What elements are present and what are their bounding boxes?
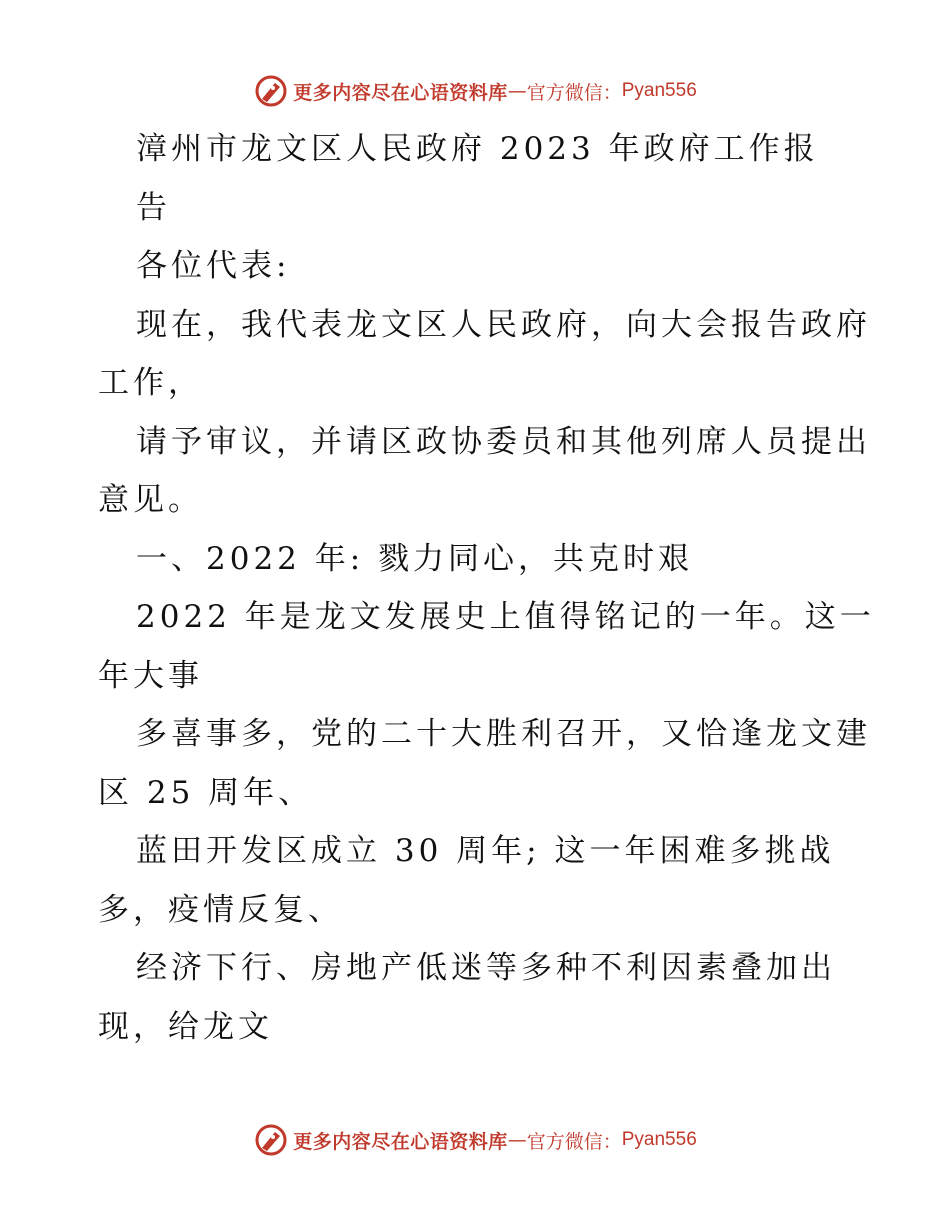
paragraph-3-line-1: 2022 年是龙文发展史上值得铭记的一年。这一 bbox=[136, 599, 875, 635]
paragraph-5-line-1: 蓝田开发区成立 30 周年; 这一年困难多挑战 bbox=[136, 833, 835, 869]
paragraph-6-line-2: 现，给龙文 bbox=[98, 1008, 273, 1045]
footer-separator: — bbox=[507, 1129, 527, 1151]
footer-brand-text: 更多内容尽在心语资料库 bbox=[293, 1130, 508, 1153]
paragraph-4-line-1: 多喜事多，党的二十大胜利召开，又恰逢龙文建 bbox=[136, 716, 871, 752]
salutation: 各位代表: bbox=[136, 248, 291, 284]
paragraph-5-line-2: 多，疫情反复、 bbox=[98, 891, 343, 928]
footer-wechat-id: Pyan556 bbox=[621, 1129, 697, 1150]
banner-separator: — bbox=[507, 80, 527, 102]
footer-wechat-label: 官方微信： bbox=[526, 1130, 622, 1153]
banner-brand-text: 更多内容尽在心语资料库 bbox=[293, 81, 508, 104]
banner-wechat-id: Pyan556 bbox=[621, 80, 697, 101]
paragraph-2-line-1: 请予审议，并请区政协委员和其他列席人员提出 bbox=[136, 423, 871, 460]
paragraph-2-line-2: 意见。 bbox=[98, 482, 203, 518]
paragraph-6-line-1: 经济下行、房地产低迷等多种不利因素叠加出 bbox=[136, 950, 836, 986]
banner-wechat-label: 官方微信： bbox=[526, 81, 622, 104]
pen-nib-logo-icon bbox=[253, 1122, 289, 1158]
section-1-heading: 一、2022 年: 戮力同心，共克时艰 bbox=[136, 540, 694, 577]
paragraph-1-line-1: 现在，我代表龙文区人民政府，向大会报告政府 bbox=[136, 306, 871, 343]
document-body bbox=[98, 120, 875, 1056]
pen-nib-logo-icon bbox=[253, 73, 289, 109]
paragraph-4-line-2: 区 25 周年、 bbox=[98, 774, 314, 811]
document-title-line-1: 漳州市龙文区人民政府 2023 年政府工作报 bbox=[136, 131, 819, 167]
document-title-line-2: 告 bbox=[136, 189, 171, 226]
paragraph-1-line-2: 工作， bbox=[98, 365, 203, 401]
footer-banner bbox=[0, 1120, 950, 1160]
header-banner bbox=[0, 71, 950, 111]
paragraph-3-line-2: 年大事 bbox=[98, 657, 203, 694]
